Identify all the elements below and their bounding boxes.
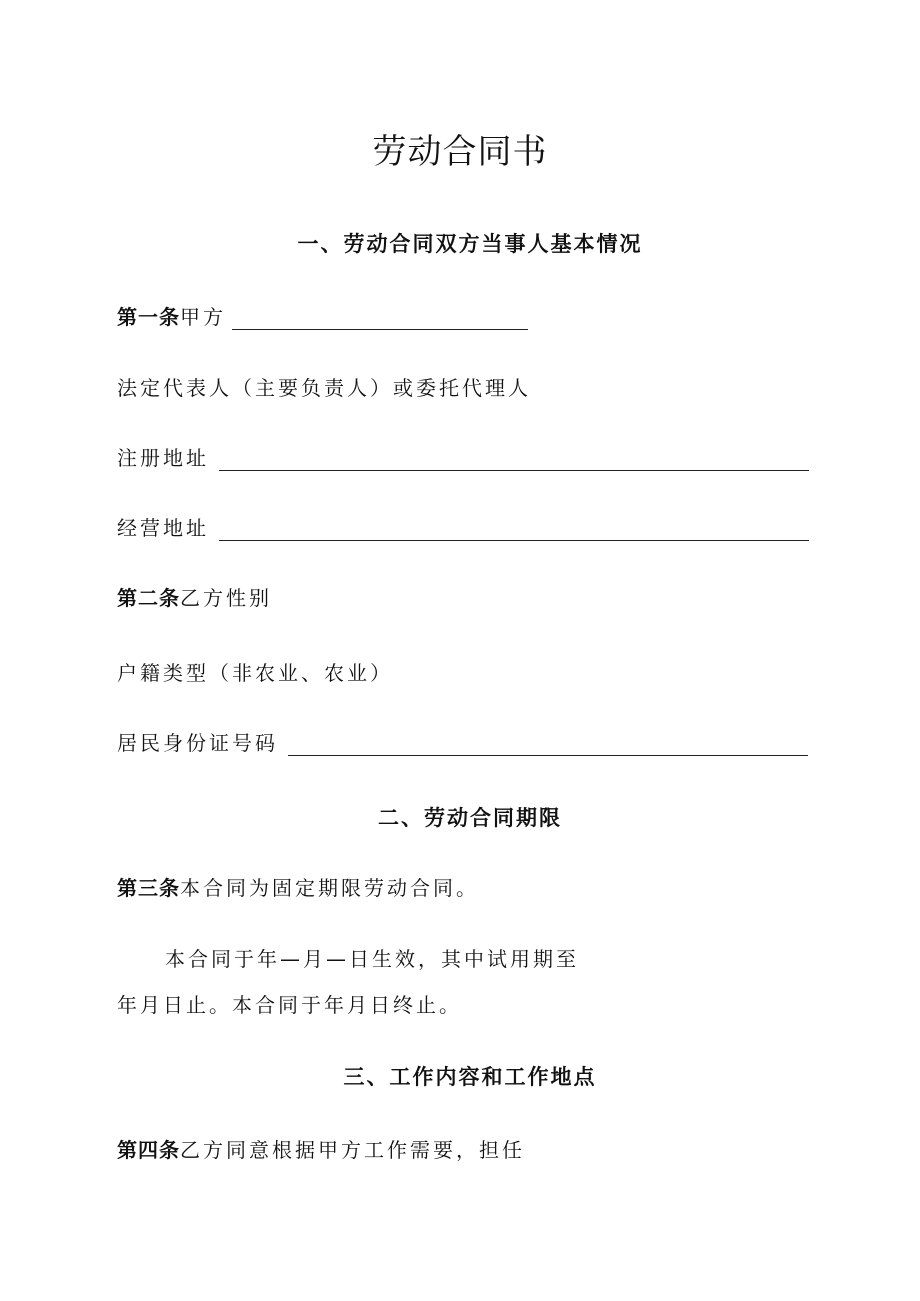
term-paragraph-line-1: 本合同于年—月—日生效，其中试用期至: [165, 947, 579, 971]
article-1-line: [117, 302, 528, 332]
registered-address-label: 注册地址: [117, 446, 209, 470]
article-1-label: 第一条: [117, 305, 180, 329]
article-4-line: [117, 1135, 525, 1165]
registered-address-line: [117, 443, 809, 473]
document-title: 劳动合同书: [372, 132, 548, 172]
party-a-blank[interactable]: [232, 307, 528, 330]
household-type-line: [117, 658, 393, 688]
section-heading-parties: 一、劳动合同双方当事人基本情况: [297, 232, 643, 256]
business-address-label: 经营地址: [117, 516, 209, 540]
business-address-blank[interactable]: [219, 518, 809, 541]
business-address-line: [117, 513, 809, 543]
id-number-blank[interactable]: [288, 733, 808, 756]
article-2-label: 第二条: [117, 586, 180, 610]
article-1-text: 甲方: [180, 305, 226, 329]
article-2-line: [117, 583, 272, 613]
legal-rep-label: 法定代表人（主要负责人）或委托代理人: [117, 376, 531, 400]
id-number-label: 居民身份证号码: [117, 731, 278, 755]
section-heading-term: 二、劳动合同期限: [378, 806, 562, 830]
id-number-line: [117, 728, 808, 758]
article-4-text: 乙方同意根据甲方工作需要，担任: [180, 1138, 525, 1162]
article-2-text: 乙方性别: [180, 586, 272, 610]
article-4-label: 第四条: [117, 1138, 180, 1162]
household-type-label: 户籍类型（非农业、农业）: [117, 661, 393, 685]
term-paragraph-line-2: 年月日止。本合同于年月日终止。: [117, 993, 462, 1017]
article-3-line: [117, 873, 479, 903]
section-heading-work: 三、工作内容和工作地点: [343, 1065, 597, 1089]
article-3-text: 本合同为固定期限劳动合同。: [180, 876, 479, 900]
registered-address-blank[interactable]: [219, 448, 809, 471]
article-3-label: 第三条: [117, 876, 180, 900]
legal-rep-line: [117, 373, 531, 403]
